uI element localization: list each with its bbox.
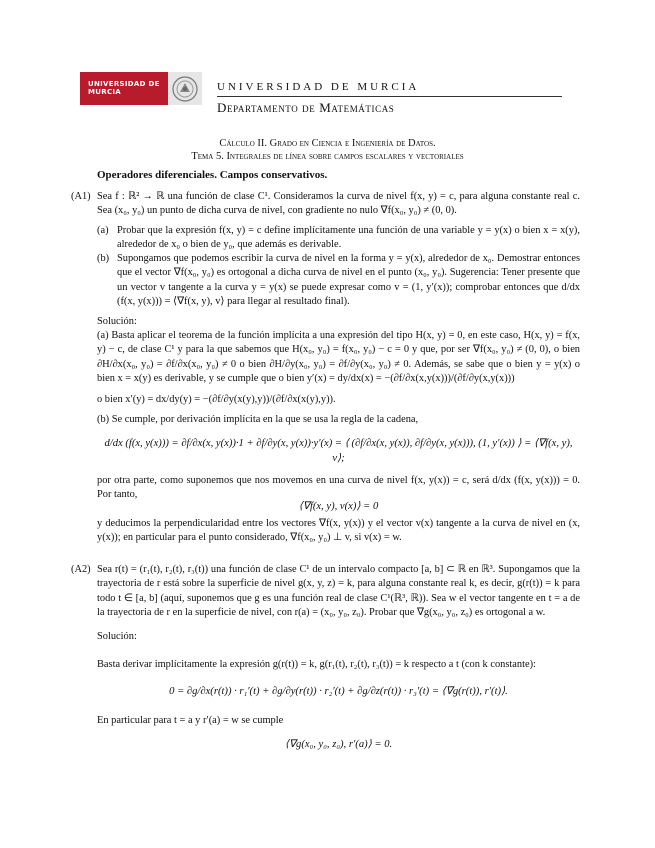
part-b-text: Supongamos que podemos escribir la curva de nivel en la forma y = y(x), alrededor de x₀. Demostrar entonces que el vector ∇f(x₀, y₀) es ortogonal a dicha curva de nivel en el punto (x₀, y₀). Sugerencia: Tener presente que un vector v tangente a la curva y = y(x) se puede expresar como v = (1, y′(x)); comprobar entonces que d/dx (f(x, y(x))) = ⟨∇f(x, y), v⟩ para llegar al resultado final). — [117, 253, 580, 308]
orthogonality-equation: ⟨∇f(x, y), v(x)⟩ = 0 — [298, 501, 379, 512]
exercise-a2-statement: Sea r(t) = (r₁(t), r₂(t), r₃(t)) una función de clase C¹ de un intervalo compacto [a, b] ⊂ ℝ en ℝ³. Supongamos que la trayectoria de r está sobre la superficie de nivel g(x, y, z) = k, para alguna constante real k, es decir, g(r(t)) = k para todo t ∈ [a, b] (aquí, suponemos que g es una función real de clase C¹(ℝ³, ℝ)). Sea w el vector tangente en t = a de la trayectoria de r en la superficie de nivel, con r(a) = (x₀, y₀, z₀). Probar que ∇g(x₀, y₀, z₀) es ortogonal a w. — [97, 564, 580, 619]
logo-text-line1: UNIVERSIDAD DE — [88, 80, 160, 88]
part-b-label: (b) — [97, 253, 110, 264]
chain-rule-equation: d/dx (f(x, y(x))) = ∂f/∂x(x, y(x))·1 + ∂f/∂y(x, y(x))·y′(x) = ⟨ (∂f/∂x(x, y(x)), ∂f/∂y(x, y(x))), (1, y′(x)) ⟩ = ⟨∇f(x, y), v⟩; — [104, 438, 573, 464]
part-a-label: (a) — [97, 225, 109, 236]
university-name: UNIVERSIDAD DE MURCIA — [217, 81, 420, 93]
a1-solution-b-mid: por otra parte, como suponemos que nos movemos en una curva de nivel f(x, y(x)) = c, será d/dx (f(x, y(x))) = 0. Por tanto, — [97, 475, 580, 501]
section-title: Operadores diferenciales. Campos conservativos. — [97, 169, 328, 181]
course-title: Cálculo II. Grado en Ciencia e Ingeniería de Datos. — [219, 138, 436, 149]
implicit-derivative-equation: 0 = ∂g/∂x(r(t)) · r₁′(t) + ∂g/∂y(r(t)) · r₂′(t) + ∂g/∂z(r(t)) · r₃′(t) = ⟨∇g(r(t)), r′(t)⟩. — [169, 686, 508, 697]
exercise-a2-label: (A2) — [71, 564, 91, 575]
a1-solution-b-intro: (b) Se cumple, por derivación implícita en la que se usa la regla de la cadena, — [97, 414, 419, 425]
a2-solution-mid: En particular para t = a y r′(a) = w se cumple — [97, 715, 284, 726]
topic-title: Tema 5. Integrales de línea sobre campos escalares y vectoriales — [191, 151, 464, 162]
logo-wordmark — [80, 72, 168, 105]
exercise-a1-label: (A1) — [71, 191, 91, 202]
seal-icon — [168, 72, 202, 105]
a1-solution-a-end: o bien x′(y) = dx/dy(y) = −(∂f/∂y(x(y),y))/(∂f/∂x(x(y),y)). — [97, 394, 336, 405]
university-logo — [80, 72, 202, 105]
a2-solution-intro: Basta derivar implícitamente la expresión g(r(t)) = k, g(r₁(t), r₂(t), r₃(t)) = k respecto a t (con k constante): — [97, 659, 536, 670]
a1-solution-b-end: y deducimos la perpendicularidad entre los vectores ∇f(x, y(x)) y el vector v(x) tangente a la curva de nivel en (x, y(x)); en particular para el punto considerado, ∇f(x₀, y₀) ⊥ v, si v(x) = w. — [97, 518, 580, 544]
a1-solution-label: Solución: — [97, 316, 137, 327]
a1-solution-a: (a) Basta aplicar el teorema de la función implícita a una expresión del tipo H(x, y) = 0, en este caso, H(x, y) = f(x, y) − c, de clase C¹ y para la que sabemos que H(x₀, y₀) = f(x₀, y₀) − c = 0 y que, por ser ∇f(x₀, y₀) ≠ (0, 0), o bien ∂H/∂x(x₀, y₀) = ∂f/∂x(x₀, y₀) ≠ 0 o bien ∂H/∂y(x₀, y₀) = ∂f/∂y(x₀, y₀) ≠ 0. Además, se sabe que o bien y = y(x) o bien x = x(y) es derivable, y se cumple que o bien y′(x) = dy/dx(x) = −(∂f/∂x(x,y(x)))/(∂f/∂y(x,y(x))) — [97, 330, 580, 385]
header-rule — [217, 96, 562, 97]
department-name: Departamento de Matemáticas — [217, 100, 395, 115]
a2-solution-label: Solución: — [97, 631, 137, 642]
exercise-a1-statement: Sea f : ℝ² → ℝ una función de clase C¹. Consideramos la curva de nivel f(x, y) = c, para alguna constante real c. Sea (x₀, y₀) un punto de dicha curva de nivel, con gradiente no nulo ∇f(x₀, y₀) ≠ (0, 0). — [97, 191, 580, 217]
part-a-text: Probar que la expresión f(x, y) = c define implícitamente una función de una variable y = y(x) o bien x = x(y), alrededor de x₀ o bien de y₀, que además es derivable. — [117, 225, 580, 251]
logo-text-line2: MURCIA — [88, 88, 121, 97]
final-orthogonality-equation: ⟨∇g(x₀, y₀, z₀), r′(a)⟩ = 0. — [284, 739, 393, 750]
